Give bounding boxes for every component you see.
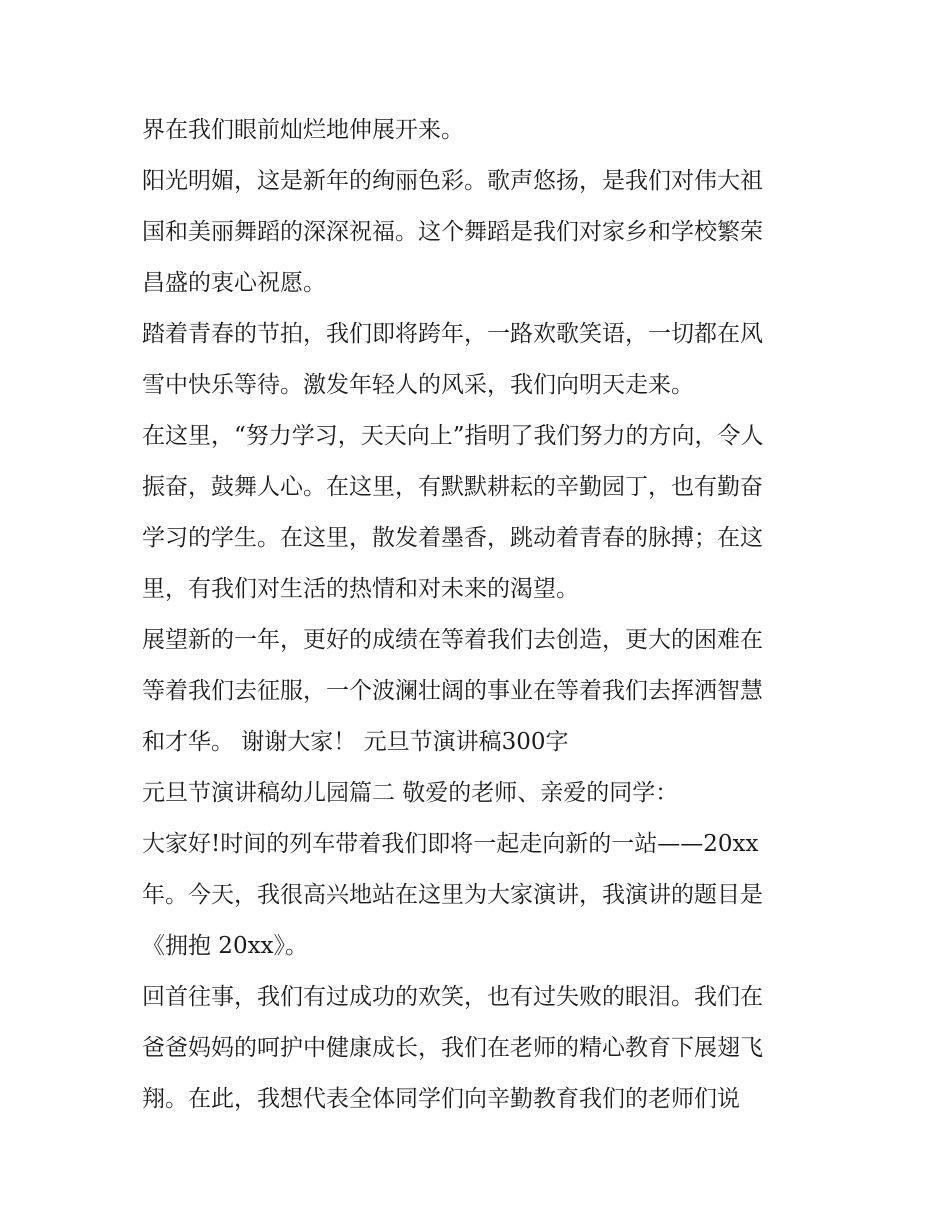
document-body [142, 108, 814, 1128]
text-line: 大家好!时间的列车带着我们即将一起走向新的一站——20xx [142, 831, 759, 857]
text-line: 和才华。 谢谢大家！ 元旦节演讲稿300字 [142, 729, 569, 755]
text-line: 《拥抱 20xx》。 [142, 933, 309, 959]
text-line: 踏着青春的节拍，我们即将跨年，一路欢歌笑语，一切都在风 [142, 321, 763, 347]
text-line: 界在我们眼前灿烂地伸展开来。 [142, 117, 464, 143]
text-line: 里，有我们对生活的热情和对未来的渴望。 [142, 576, 579, 602]
text-line: 等着我们去征服，一个波澜壮阔的事业在等着我们去挥洒智慧 [142, 678, 763, 704]
text-line: 在这里，“努力学习，天天向上”指明了我们努力的方向，令人 [142, 423, 764, 449]
text-line: 回首往事，我们有过成功的欢笑，也有过失败的眼泪。我们在 [142, 984, 763, 1010]
text-line: 昌盛的衷心祝愿。 [142, 270, 326, 296]
text-line: 阳光明媚，这是新年的绚丽色彩。歌声悠扬，是我们对伟大祖 [142, 168, 763, 194]
text-line: 振奋，鼓舞人心。在这里，有默默耕耘的辛勤园丁，也有勤奋 [142, 474, 763, 500]
text-line: 学习的学生。在这里，散发着墨香，跳动着青春的脉搏；在这 [142, 525, 763, 551]
text-line: 雪中快乐等待。激发年轻人的风采，我们向明天走来。 [142, 372, 694, 398]
text-line: 爸爸妈妈的呵护中健康成长，我们在老师的精心教育下展翅飞 [142, 1035, 763, 1061]
text-line: 翔。在此，我想代表全体同学们向辛勤教育我们的老师们说 [142, 1086, 740, 1112]
text-line: 元旦节演讲稿幼儿园篇二 敬爱的老师、亲爱的同学： [142, 780, 679, 806]
text-line: 国和美丽舞蹈的深深祝福。这个舞蹈是我们对家乡和学校繁荣 [142, 219, 763, 245]
text-line: 展望新的一年，更好的成绩在等着我们去创造，更大的困难在 [142, 627, 763, 653]
text-line: 年。今天，我很高兴地站在这里为大家演讲，我演讲的题目是 [142, 882, 763, 908]
